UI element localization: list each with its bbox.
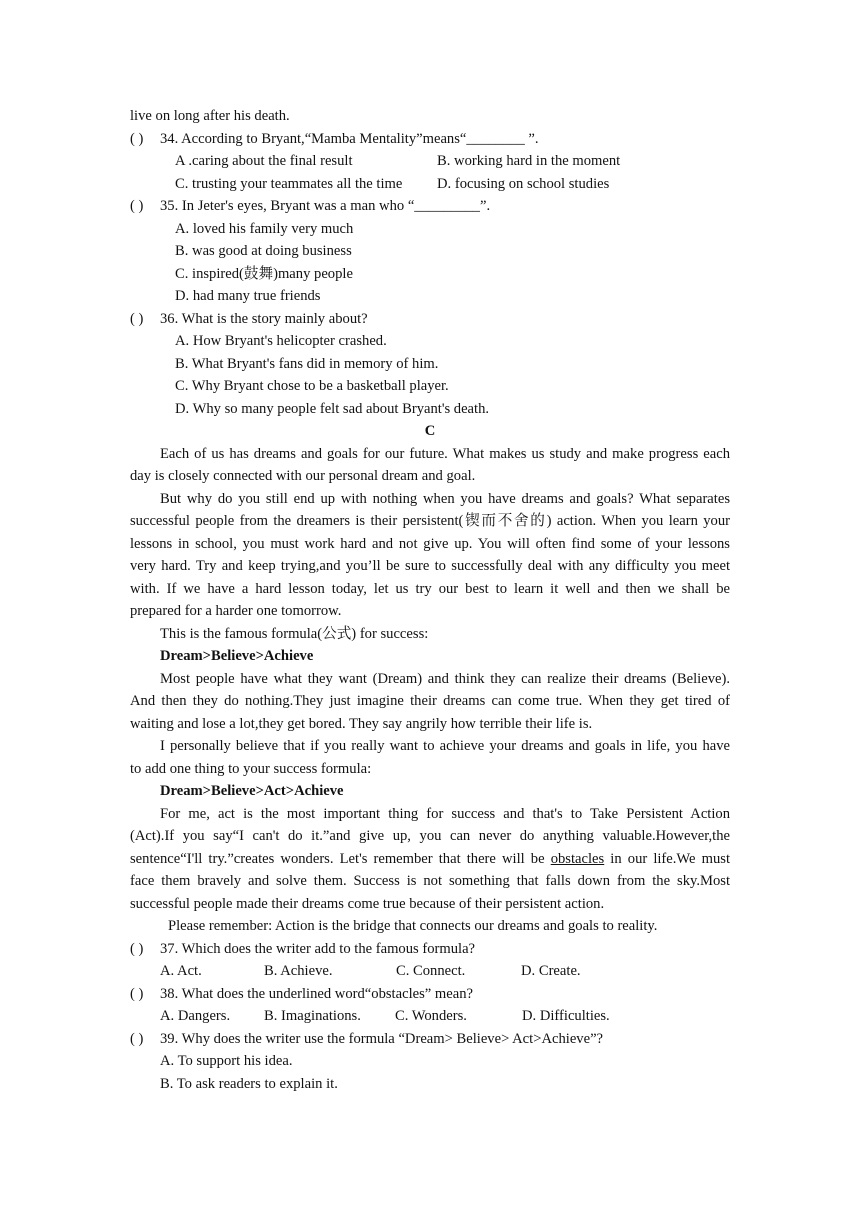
option-c: C. inspired(鼓舞)many people <box>175 265 353 282</box>
option-b: B. Imaginations. <box>264 1008 361 1024</box>
option-a: A. To support his idea. <box>160 1053 293 1069</box>
question-text: 36. What is the story mainly about? <box>160 310 368 327</box>
section-heading: C <box>424 423 436 439</box>
question-text: 38. What does the underlined word“obstacles” mean? <box>160 985 473 1002</box>
option-d: D. Difficulties. <box>522 1008 610 1024</box>
continuation-line: live on long after his death. <box>130 108 290 124</box>
option-b: B. What Bryant's fans did in memory of him. <box>175 355 439 372</box>
paragraph-line: day is closely connected with our personal dream and goal. <box>130 468 476 484</box>
text-span: in our life.We must <box>604 850 730 867</box>
paragraph-line: But why do you still end up with nothing when you have dreams and goals? What separates <box>160 490 730 507</box>
option-a: A. loved his family very much <box>175 220 354 237</box>
paragraph-line: Most people have what they want (Dream) and think they can realize their dreams (Believe). <box>160 670 730 687</box>
paragraph-3: This is the famous formula(公式) for success: <box>160 625 429 642</box>
answer-blank[interactable]: ( ) <box>130 940 144 957</box>
question-35 <box>130 195 730 218</box>
paragraph-line <box>130 848 730 871</box>
option-d: D. had many true friends <box>175 288 321 304</box>
paragraph-1 <box>130 443 730 488</box>
option-c: C. Wonders. <box>395 1008 467 1024</box>
answer-blank[interactable]: ( ) <box>130 310 144 327</box>
question-38 <box>130 983 730 1006</box>
option-d: D. focusing on school studies <box>437 175 610 192</box>
option-b: B. Achieve. <box>264 963 333 979</box>
option-a: A. How Bryant's helicopter crashed. <box>175 333 387 349</box>
text-span: sentence“I'll try.”creates wonders. Let's remember that there will be <box>130 850 551 867</box>
paragraph-2 <box>130 488 730 623</box>
option-a: A. Dangers. <box>160 1008 231 1024</box>
option-b: B. To ask readers to explain it. <box>160 1075 338 1092</box>
question-34 <box>130 128 730 151</box>
paragraph-line: waiting and lose a lot,they get bored. They say angrily how terrible their life is. <box>130 715 593 732</box>
paragraph-4 <box>130 668 730 736</box>
paragraph-line: prepared for a harder one tomorrow. <box>130 603 342 619</box>
paragraph-line: lessons in school, you must work hard and not give up. You will often find some of your lessons <box>130 535 730 552</box>
paragraph-7: Please remember: Action is the bridge that connects our dreams and goals to reality. <box>168 918 658 934</box>
option-c: C. Connect. <box>396 963 466 979</box>
document-content <box>130 105 730 1095</box>
option-b: B. was good at doing business <box>175 243 352 259</box>
paragraph-line: And then they do nothing.They just imagine their dreams can come true. When they get tired of <box>130 693 730 709</box>
underlined-word: obstacles <box>550 850 605 867</box>
paragraph-line: (Act).If you say“I can't do it.”and give up, you can never do anything valuable.However,the <box>130 828 730 844</box>
option-a: A. Act. <box>160 963 202 979</box>
option-d: D. Create. <box>521 963 581 979</box>
answer-blank[interactable]: ( ) <box>130 130 144 147</box>
paragraph-6 <box>130 803 730 916</box>
option-a: A .caring about the final result <box>175 153 353 169</box>
paragraph-line: For me, act is the most important thing for success and that's to Take Persistent Action <box>160 805 730 822</box>
question-text: 35. In Jeter's eyes, Bryant was a man who “_________”. <box>160 198 491 214</box>
answer-blank[interactable]: ( ) <box>130 198 144 214</box>
paragraph-line: face them bravely and solve them. Success is not something that falls down from the sky.Most <box>130 873 730 889</box>
question-text: 34. According to Bryant,“Mamba Mentality”means“________ ”. <box>160 130 539 147</box>
question-36 <box>130 308 730 331</box>
question-34-options-row-1 <box>130 150 730 173</box>
option-c: C. Why Bryant chose to be a basketball player. <box>175 378 449 394</box>
option-c: C. trusting your teammates all the time <box>175 175 403 192</box>
paragraph-line: successful people made their dreams come true because of their persistent action. <box>130 895 605 912</box>
question-39 <box>130 1028 730 1051</box>
option-b: B. working hard in the moment <box>437 153 621 169</box>
paragraph-5 <box>130 735 730 780</box>
question-37-options <box>130 960 730 983</box>
answer-blank[interactable]: ( ) <box>130 1030 144 1047</box>
question-34-options-row-2 <box>130 173 730 196</box>
paragraph-line: to add one thing to your success formula: <box>130 760 372 777</box>
answer-blank[interactable]: ( ) <box>130 985 144 1002</box>
formula-1: Dream>Believe>Achieve <box>160 648 314 664</box>
question-text: 39. Why does the writer use the formula “Dream> Believe> Act>Achieve”? <box>160 1030 604 1047</box>
question-37 <box>130 938 730 961</box>
paragraph-line: with. If we have a hard lesson today, let us try our best to learn it well and then we shall be <box>130 580 730 597</box>
question-38-options <box>130 1005 730 1028</box>
question-text: 37. Which does the writer add to the famous formula? <box>160 940 476 957</box>
paragraph-line: successful people from the dreamers is their persistent(锲而不舍的) action. When you learn your <box>130 513 730 529</box>
paragraph-line: very hard. Try and keep trying,and you’ll be sure to successfully deal with any difficulty you meet <box>130 558 730 574</box>
formula-2: Dream>Believe>Act>Achieve <box>160 783 344 799</box>
option-d: D. Why so many people felt sad about Bryant's death. <box>175 400 490 417</box>
paragraph-line: I personally believe that if you really want to achieve your dreams and goals in life, you have <box>160 738 730 754</box>
paragraph-line: Each of us has dreams and goals for our future. What makes us study and make progress each <box>160 445 730 462</box>
